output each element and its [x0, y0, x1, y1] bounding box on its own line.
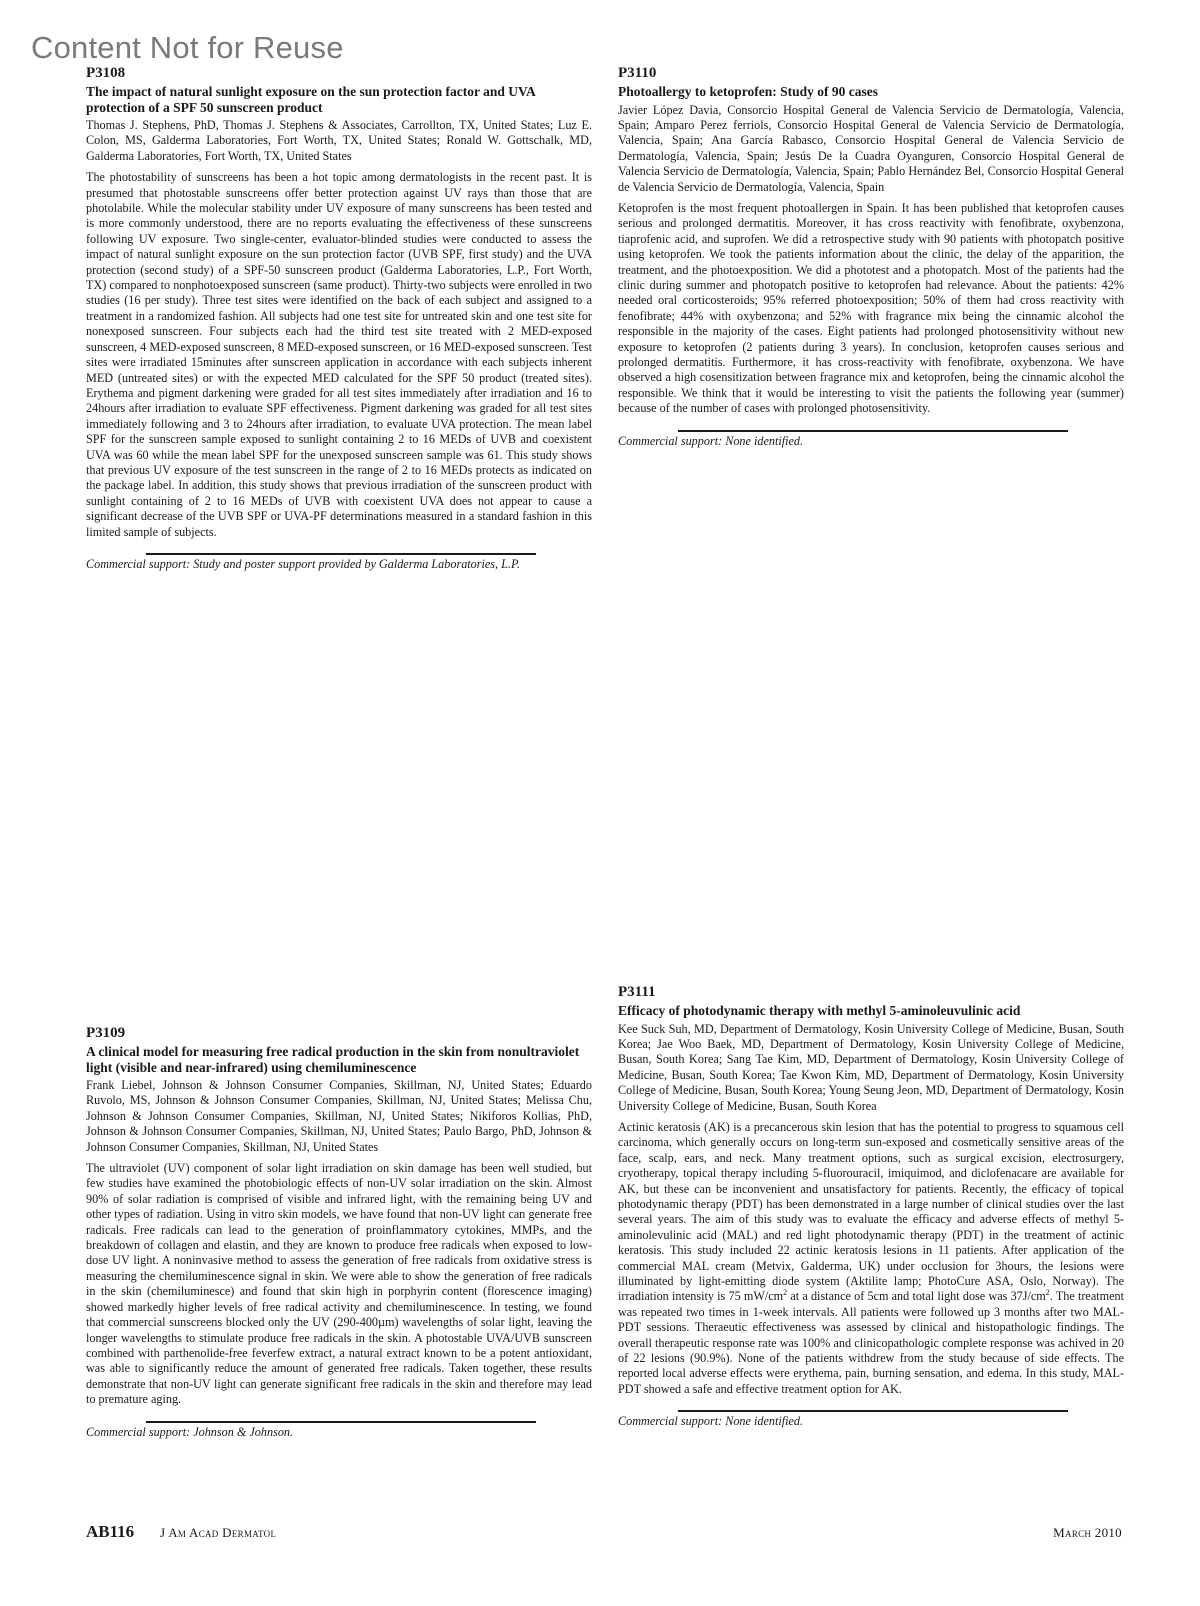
page-footer: [86, 1522, 1122, 1546]
abstract-id: P3108: [86, 65, 126, 81]
page-number: AB116: [86, 1522, 135, 1541]
divider: [678, 430, 1068, 432]
body-text: Actinic keratosis (AK) is a precancerous skin lesion that has the potential to progress to squamous cell carcinoma, which generally occurs on long-term sun-exposed and cosmetically sensitive areas of the face, scalp, ears, and neck. Many treatment options, such as surgical excision, electrosurgery, cryotherapy, topical therapy including 5-fluorouracil, imiquimod, and diclofenacare are available for AK, but these can be inconvenient and unsatisfactory for patients. Recently, the efficacy of topical photodynamic therapy (PDT) has been demonstrated in a large number of clinical studies over the last several years. The aim of this study was to evaluate the efficacy and adverse effects of methyl 5-aminolevulinic acid (MAL) and red light photodynamic therapy (PDT) in the treatment of actinic keratosis. This study included 22 actinic keratosis lesions in 11 patients. After application of the commercial MAL cream (Metvix, Galderma, UK) under occlusion for 3hours, the lesions were illuminated by light-emitting diode system (Aktilite lamp; PhotoCure ASA, Oslo, Norway). The irradiation intensity is 75 mW/cm: [618, 1119, 1124, 1304]
commercial-support: Commercial support: Study and poster support provided by Galderma Laboratories, L.P.: [86, 556, 520, 571]
abstract-p3108: [86, 65, 592, 572]
divider: [146, 1421, 536, 1423]
abstract-authors: Javier López Davia, Consorcio Hospital General de Valencia Servicio de Dermatología, Valencia, Spain; Amparo Perez ferriols, Consorcio Hospital General de Valencia Servicio de Dermatología, Valencia, Spain; Ana García Rabasco, Consorcio Hospital General de Valencia Servicio de Dermatología, Valencia, Spain; Jesús De la Cuadra Oyanguren, Consorcio Hospital General de Valencia Servicio de Dermatología, Valencia, Spain; Pablo Hernández Bel, Consorcio Hospital General de Valencia Servicio de Dermatología, Valencia, Spain: [618, 102, 1124, 194]
superscript: 2: [783, 1288, 788, 1298]
abstract-body: [618, 1120, 1124, 1397]
abstract-authors: Kee Suck Suh, MD, Department of Dermatology, Kosin University College of Medicine, Busan, South Korea; Jae Woo Baek, MD, Department of Dermatology, Kosin University College of Medicine, Busan, South Korea; Sang Tae Kim, MD, Department of Dermatology, Kosin University College of Medicine, Busan, South Korea; Tae Kwon Kim, MD, Department of Dermatology, Kosin University College of Medicine, Busan, South Korea; Young Seung Jeon, MD, Department of Dermatology, Kosin University College of Medicine, Busan, South Korea: [618, 1021, 1124, 1113]
abstract-id: P3111: [618, 984, 656, 1000]
abstract-title: Efficacy of photodynamic therapy with methyl 5-aminoleuvulinic acid: [618, 1003, 1021, 1018]
abstract-title: The impact of natural sunlight exposure on the sun protection factor and UVA protection of a SPF 50 sunscreen product: [86, 84, 536, 115]
issue-date: March 2010: [1053, 1525, 1122, 1540]
abstract-id: P3110: [618, 65, 657, 81]
abstract-title: Photoallergy to ketoprofen: Study of 90 cases: [618, 84, 878, 99]
abstract-body: The photostability of sunscreens has been a hot topic among dermatologists in the recent past. It is presumed that photostable sunscreens offer better protection against UV rays than those that are photolabile. While the molecular stability under UV exposure of many sunscreens has been tested and is more commonly understood, there are no reports evaluating the effectiveness of these sunscreens following UV exposure. Two single-center, evaluator-blinded studies were conducted to assess the impact of natural sunlight exposure on the sun protection factor (UVB SPF, first study) and the UVA protection (second study) of a SPF-50 sunscreen product (Galderma Laboratories, L.P., Fort Worth, TX) compared to nonphotoexposed sunscreen (same product). Thirty-two subjects were enrolled in two studies (16 per study). Three test sites were identified on the back of each subject and assigned to a treatment in a randomized fashion. All subjects had one test site for untreated skin and one test site for nonexposed sunscreen. Four subjects each had the third test site treated with 2 MED-exposed sunscreen, 4 MED-exposed sunscreen, 8 MED-exposed sunscreen, or 16 MED-exposed sunscreen. Test sites were irradiated 15minutes after sunscreen application in accordance with each subjects inherent MED (untreated sites) or with the expected MED calculated for the SPF 50 product (treated sites). Erythema and pigment darkening were graded for all test sites immediately after irradiation and 16 to 24hours after irradiation to evaluate SPF effectiveness. Pigment darkening was graded for all test sites immediately following and 3 to 24hours after irradiation, to evaluate UVA protection. The mean label SPF for the sunscreen sample exposed to sunlight containing 2 to 16 MEDs of UVB and coexistent UVA was 60 while the mean label SPF for the unexposed sunscreen sample was 61. This study shows that previous UV exposure of the test sunscreen in the range of 2 to 16 MEDs protects as indicated on the package label. In addition, this study shows that previous irradiation of the sunscreen product with sunlight containing of 2 to 16 MEDs of UVB with coexistent UVA does not appear to cause a significant decrease of the UVB SPF or UVA-PF determinations measured in a standard fashion in this limited sample of subjects.: [86, 170, 592, 539]
body-text: at a distance of 5cm and total light dose was 37J/cm: [787, 1289, 1046, 1304]
abstract-p3109: [86, 1025, 592, 1440]
abstract-p3111: [618, 984, 1124, 1430]
divider: [678, 1410, 1068, 1412]
abstract-title: A clinical model for measuring free radical production in the skin from nonultraviolet light (visible and near-infrared) using chemiluminescence: [86, 1044, 580, 1075]
abstract-authors: Thomas J. Stephens, PhD, Thomas J. Stephens & Associates, Carrollton, TX, United States; Luz E. Colon, MS, Galderma Laboratories, Fort Worth, TX, United States; Ronald W. Gottschalk, MD, Galderma Laboratories, Fort Worth, TX, United States: [86, 118, 592, 163]
watermark: Content Not for Reuse: [31, 30, 344, 65]
abstract-id: P3109: [86, 1025, 126, 1041]
abstract-body: Ketoprofen is the most frequent photoallergen in Spain. It has been published that ketoprofen causes serious and prolonged dermatitis. Moreover, it has cross reactivity with fenofibrate, oxybenzona, tiaprofenic acid, and suprofen. We did a retrospective study with 90 patients with photopatch positive using ketoprofen. We took the patients information about the clinic, the delay of the apparition, the treatment, and the photoexposition. We did a phototest and a photopatch. Most of the patients had the clinic during summer and photopatch positive to ketoprofen had relevance. About the patients: 42% needed oral corticosteroids; 95% referred photoexposition; 50% of them had cross reactivity with fenofibrate; 44% with oxybenzona; and 52% with fragrance mix being the cinnamic alcohol the responsible in the majority of the cases. Eight patients had prolonged photosensitivity without new exposure to ketoprofen (2 patients during 3 years). In conclusion, ketoprofen causes serious and prolonged dermatitis. Furthermore, it has cross-reactivity with fenofibrate, oxybenzona. We have observed a high cosensitization between fragrance mix and ketoprofen, being the cinnamic alcohol the responsible. We think that it would be interesting to visit the patients the following year (summer) because of the number of cases with prolonged photosensitivity.: [618, 200, 1124, 416]
commercial-support: Commercial support: None identified.: [618, 433, 804, 448]
commercial-support: Commercial support: None identified.: [618, 1414, 804, 1429]
journal-name: J Am Acad Dermatol: [160, 1525, 277, 1540]
abstract-authors: Frank Liebel, Johnson & Johnson Consumer Companies, Skillman, NJ, United States; Eduardo Ruvolo, MS, Johnson & Johnson Consumer Companies, Skillman, NJ, United States; Melissa Chu, Johnson & Johnson Consumer Companies, Skillman, NJ, United States; Nikiforos Kollias, PhD, Johnson & Johnson Consumer Companies, Skillman, NJ, United States; Paulo Bargo, PhD, Johnson & Johnson Consumer Companies, Skillman, NJ, United States: [86, 1078, 592, 1154]
commercial-support: Commercial support: Johnson & Johnson.: [86, 1424, 294, 1439]
body-text: . The treatment was repeated two times in 1-week intervals. All patients were followed up 3 months after two MAL-PDT sessions. Theraeutic effectiveness was assessed by clinical and histopathologic findings. The overall therapeutic response rate was 100% and clinicopathologic complete response was achived in 20 of 22 lesions (90.9%). None of the patients withdrew from the study because of side effects. The reported local adverse effects were erythema, pain, burning sensation, and edema. In this study, MAL-PDT showed a safe and effective treatment option for AK.: [618, 1289, 1124, 1396]
superscript: 2: [1045, 1288, 1050, 1298]
divider: [146, 553, 536, 555]
abstract-p3110: [618, 65, 1124, 449]
abstract-body: The ultraviolet (UV) component of solar light irradiation on skin damage has been well studied, but few studies have examined the photobiologic effects of non-UV solar irradiation on the skin. Almost 90% of solar radiation is comprised of visible and infrared light, with the remaining being UV and other types of radiation. Using in vitro skin models, we have found that non-UV light can generate free radicals. Free radicals can lead to the generation of proinflammatory cytokines, MMPs, and the breakdown of collagen and elastin, and they are known to produce free radicals when exposed to low-dose UV light. A noninvasive method to assess the generation of free radicals from oxidative stress is measuring the chemiluminescence signal in skin. We were able to show the generation of free radicals in the skin (chemiluminesce) and found that skin high in porphyrin content (florescence imaging) showed markedly higher levels of free radical activity and chemiluminescence. In testing, we found that commercial sunscreens blocked only the UV (290-400µm) wavelengths of solar light, leaving the longer wavelengths to stimulate produce free radicals in the skin. A photostable UVA/UVB sunscreen combined with parthenolide-free feverfew extract, a natural extract known to be a potent antioxidant, was able to significantly reduce the amount of generated free radicals. Taken together, these results demonstrate that non-UV light can generate significant free radicals in the skin and therefore may lead to premature aging.: [86, 1161, 592, 1407]
